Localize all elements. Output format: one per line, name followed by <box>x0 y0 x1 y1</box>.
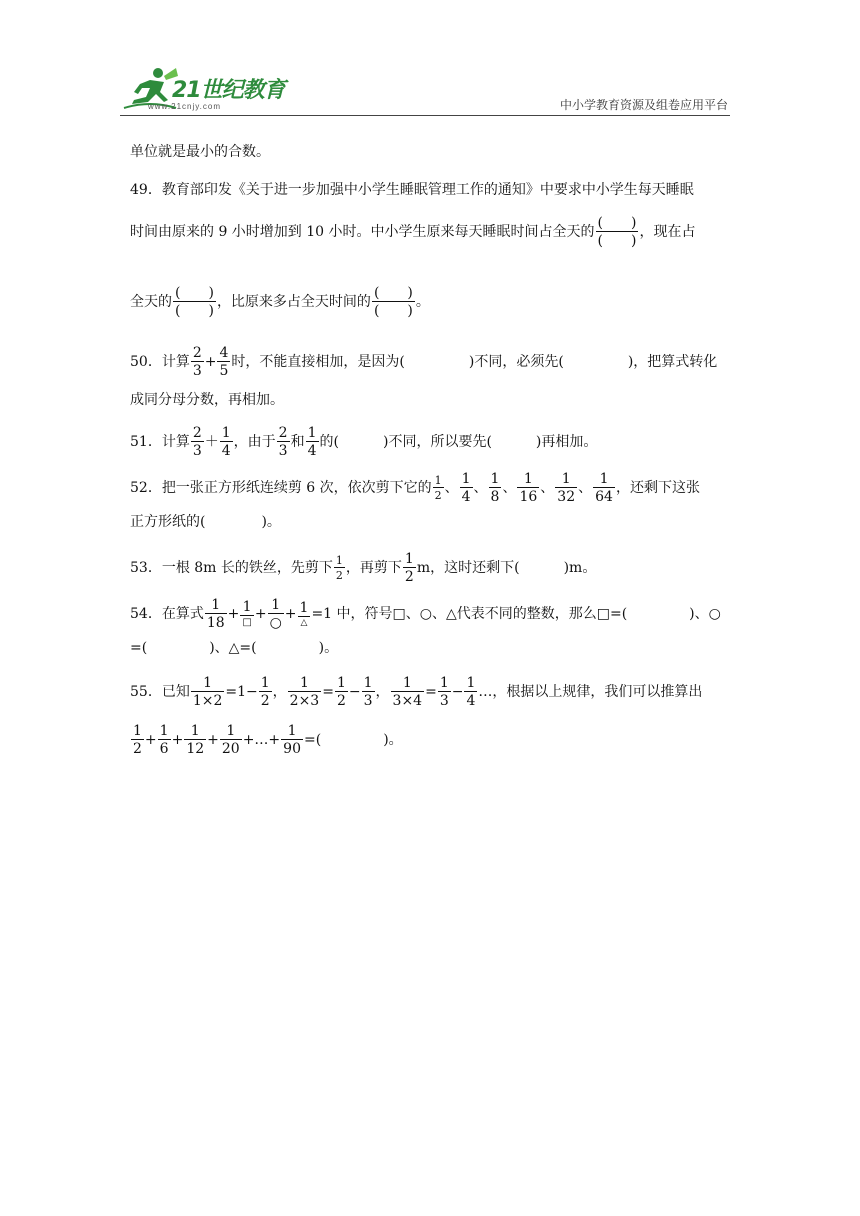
question-54-line2: =( )、△=( )。 <box>130 640 339 656</box>
question-49-line2: 时间由原来的 9 小时增加到 10 小时。中小学生原来每天睡眠时间占全天的 $\frac{( )}{( )}$ ，现在占 <box>130 215 696 249</box>
logo-text: 21世纪教育 <box>172 78 285 103</box>
platform-title: 中小学教育资源及组卷应用平台 <box>559 98 728 112</box>
question-51-line: 51．计算 $\frac{2}{3}$ ＋ $\frac{1}{4}$ ，由于 $\frac{2}{3}$ 和 $\frac{1}{4}$ 的( )不同，所以要先( )再相加。 <box>130 425 598 459</box>
question-52-line2: 正方形纸的( )。 <box>130 514 281 530</box>
page-header <box>120 64 730 116</box>
logo <box>120 64 310 116</box>
question-55-line2: $\frac{1}{2}$ + $\frac{1}{6}$ + $\frac{1}{12}$ + $\frac{1}{20}$ +…+ $\frac{1}{90}$ =( )。 <box>133 723 403 757</box>
logo-url: www.21cnjy.com <box>148 102 221 111</box>
question-50-line2: 成同分母分数，再相加。 <box>130 392 284 408</box>
question-49-line3: 全天的 $\frac{( )}{( )}$ ，比原来多占全天时间的 $\frac{( )}{( )}$ 。 <box>130 285 430 319</box>
question-53-line: 53．一根 8m 长的铁丝，先剪下 $\frac{1}{2}$ ，再剪下 $\frac{1}{2}$ m，这时还剩下( )m。 <box>130 551 597 585</box>
text-line: 单位就是最小的合数。 <box>130 144 270 160</box>
question-54-line1: 54．在算式 $\frac{1}{18}$ + $\frac{1}{□}$ + $\frac{1}{○}$ + $\frac{1}{\triangle}$ =1 中，符号□、○、△代表不同的整数，那么□=( )、○ <box>130 597 721 631</box>
answer-fraction-blank[interactable]: $\frac{( )}{( )}$ <box>175 285 214 319</box>
answer-fraction-blank[interactable]: $\frac{( )}{( )}$ <box>373 285 413 319</box>
question-52-line1: 52．把一张正方形纸连续剪 6 次，依次剪下它的 $\frac{1}{2}$ 、 $\frac{1}{4}$ 、 $\frac{1}{8}$ 、 $\frac{1}{16}$ 、 $\frac{1}{32}$ 、 $\frac{1}{64}$ ，还剩下这张 <box>130 471 700 505</box>
question-50-line1: 50．计算 $\frac{2}{3}$ + $\frac{4}{5}$ 时，不能直接相加，是因为( )不同，必须先( )，把算式转化 <box>130 345 718 379</box>
header-divider <box>120 115 730 116</box>
question-55-line1: 55．已知 $\frac{1}{1\times 2}$ =1− $\frac{1}{2}$ ， $\frac{1}{2\times 3}$ = $\frac{1}{2}$ − $\frac{1}{3}$ ， $\frac{1}{3\times 4}$ = $\frac{1}{3}$ − $\frac{1}{4}$ …，根据以上规律，我们可以推算出 <box>130 675 703 709</box>
answer-fraction-blank[interactable]: $\frac{( )}{( )}$ <box>597 215 637 249</box>
question-49-line1: 49．教育部印发《关于进一步加强中小学生睡眠管理工作的通知》中要求中小学生每天睡眠 <box>130 182 694 198</box>
